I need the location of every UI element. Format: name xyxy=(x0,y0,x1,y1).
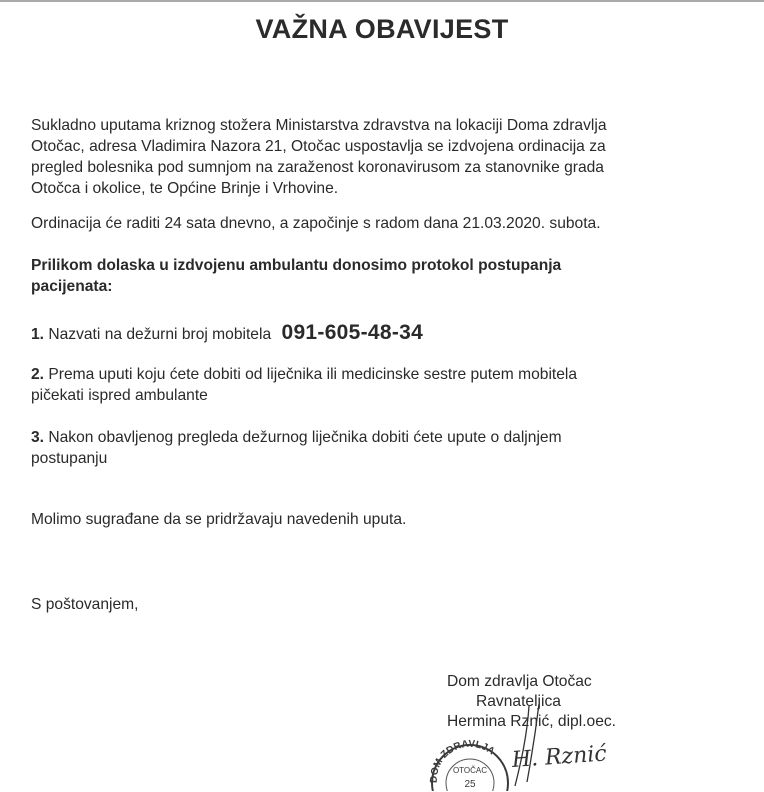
scan-top-edge xyxy=(0,0,764,2)
page-title: VAŽNA OBAVIJEST xyxy=(255,14,509,44)
protocol-heading-line: pacijenata: xyxy=(31,278,113,295)
step-text-cont: pičekati ispred ambulante xyxy=(31,387,208,404)
step-number: 2. xyxy=(31,366,45,383)
step-number: 1. xyxy=(31,326,45,343)
stamp-arc-text: DOM ZDRAVLJA xyxy=(428,738,497,784)
step-text: Nakon obavljenog pregleda dežurnog liječnika dobiti ćete upute o daljnjem xyxy=(48,429,562,446)
signature-role: Ravnateljica xyxy=(476,693,561,710)
intro-line: pregled bolesnika pod sumnjom na zaraženost koronavirusom za stanovnike grada xyxy=(31,159,604,176)
stamp-bottom-text: 25 xyxy=(464,779,476,790)
hours-paragraph: Ordinacija će raditi 24 sata dnevno, a započinje s radom dana 21.03.2020. subota. xyxy=(31,215,601,232)
signature-name: Hermina Rznić, dipl.oec. xyxy=(447,713,616,730)
phone-number: 091-605-48-34 xyxy=(281,321,424,344)
protocol-heading-line: Prilikom dolaska u izdvojenu ambulantu donosimo protokol postupanja xyxy=(31,257,562,274)
intro-line: Otočca i okolice, te Općine Brinje i Vrhovine. xyxy=(31,180,339,197)
intro-line: Otočac, adresa Vladimira Nazora 21, Otočac uspostavlja se izdvojena ordinacija za xyxy=(31,138,606,155)
salutation: S poštovanjem, xyxy=(31,596,139,613)
step-text: Prema uputi koju ćete dobiti od liječnika ili medicinske sestre putem mobitela xyxy=(48,366,578,383)
handwritten-signature: H. Rznić xyxy=(511,741,608,773)
step-number: 3. xyxy=(31,429,45,446)
step-text-cont: postupanju xyxy=(31,450,108,467)
official-stamp xyxy=(428,733,512,791)
intro-line: Sukladno uputama kriznog stožera Ministarstva zdravstva na lokaciji Doma zdravlja xyxy=(31,117,607,134)
closing-request: Molimo sugrađane da se pridržavaju navedenih uputa. xyxy=(31,511,407,528)
signature-institution: Dom zdravlja Otočac xyxy=(447,673,592,690)
step-text: Nazvati na dežurni broj mobitela xyxy=(48,326,272,343)
stamp-center-text: OTOČAC xyxy=(452,766,488,775)
signature-flourish xyxy=(505,700,545,790)
step-1 xyxy=(31,322,423,345)
